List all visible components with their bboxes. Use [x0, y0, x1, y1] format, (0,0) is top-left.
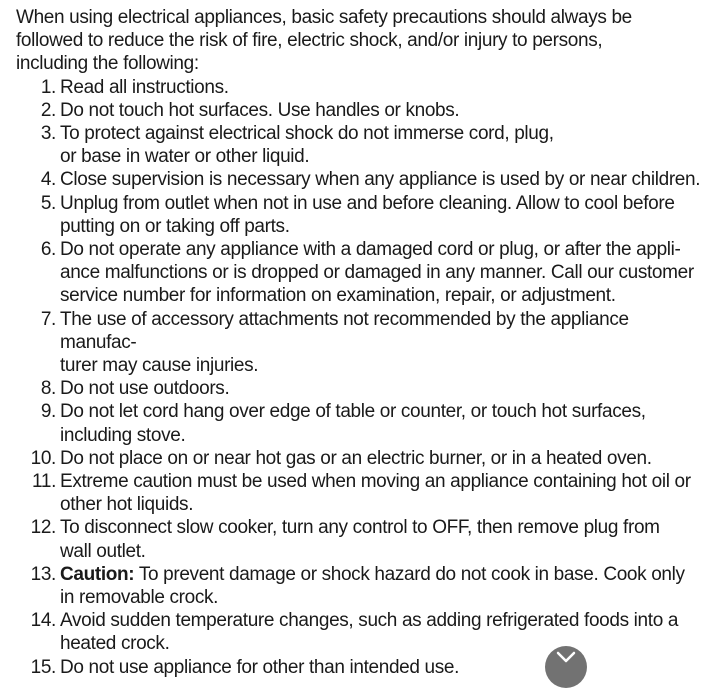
list-item — [16, 168, 707, 191]
item-number: 4. — [40, 169, 56, 191]
item-number: 12. — [30, 517, 56, 539]
item-text: Extreme caution must be used when moving an appliance containing hot oil or other hot liquids. — [60, 471, 691, 516]
list-item — [16, 238, 707, 308]
item-text: Do not place on or near hot gas or an electric burner, or in a heated oven. — [60, 447, 652, 469]
item-text: Read all instructions. — [60, 76, 229, 98]
list-item — [16, 122, 707, 168]
item-text: The use of accessory attachments not recommended by the appliance manufac- turer may cause injuries. — [60, 308, 629, 377]
item-number: 11. — [32, 471, 56, 493]
caution-label: Caution: — [60, 563, 135, 585]
scroll-down-button[interactable] — [545, 646, 587, 688]
item-number: 14. — [30, 610, 56, 632]
item-number: 5. — [40, 192, 56, 214]
item-number: 3. — [40, 123, 56, 145]
item-number: 10. — [30, 447, 56, 469]
item-number: 6. — [40, 239, 56, 261]
item-number: 8. — [40, 378, 56, 400]
item-text: Close supervision is necessary when any appliance is used by or near children. — [60, 169, 701, 191]
item-text: To disconnect slow cooker, turn any control to OFF, then remove plug from wall outlet. — [60, 517, 660, 562]
chevron-down-icon — [556, 651, 576, 663]
item-number: 13. — [30, 563, 56, 585]
item-text: Do not use outdoors. — [60, 378, 230, 400]
item-text: Do not let cord hang over edge of table or counter, or touch hot surfaces, including stove. — [60, 401, 646, 446]
item-text: To protect against electrical shock do not immerse cord, plug, or base in water or other liquid. — [60, 123, 554, 168]
item-number: 2. — [40, 99, 56, 121]
list-item — [16, 563, 707, 609]
list-item — [16, 447, 707, 470]
item-text: Do not use appliance for other than intended use. — [60, 656, 460, 678]
item-number: 1. — [40, 76, 56, 98]
list-item — [16, 192, 707, 238]
item-number: 7. — [40, 308, 56, 330]
list-item — [16, 400, 707, 446]
list-item — [16, 516, 707, 562]
list-item — [16, 656, 707, 679]
list-item — [16, 308, 707, 378]
list-item — [16, 76, 707, 99]
item-text: Do not operate any appliance with a damaged cord or plug, or after the appli- ance malfunctions or is dropped or damaged in any manner. Call our customer service number for information on examination, repair, or adjustment. — [60, 239, 694, 307]
list-item — [16, 609, 707, 655]
item-number: 9. — [40, 401, 56, 423]
item-text: Do not touch hot surfaces. Use handles or knobs. — [60, 99, 460, 121]
item-number: 15. — [30, 656, 56, 678]
item-text: Avoid sudden temperature changes, such as adding refrigerated foods into a heated crock. — [60, 610, 679, 655]
item-text: Unplug from outlet when not in use and before cleaning. Allow to cool before putting on or taking off parts. — [60, 192, 675, 237]
list-item — [16, 470, 707, 516]
list-item — [16, 99, 707, 122]
list-item — [16, 377, 707, 400]
item-text: To prevent damage or shock hazard do not cook in base. Cook only in removable crock. — [60, 563, 685, 609]
item-text-wrapper — [60, 563, 707, 609]
safety-list — [16, 76, 707, 679]
intro-paragraph: When using electrical appliances, basic safety precautions should always be followed to reduce the risk of fire, electric shock, and/or injury to persons, including the following: — [16, 7, 632, 75]
